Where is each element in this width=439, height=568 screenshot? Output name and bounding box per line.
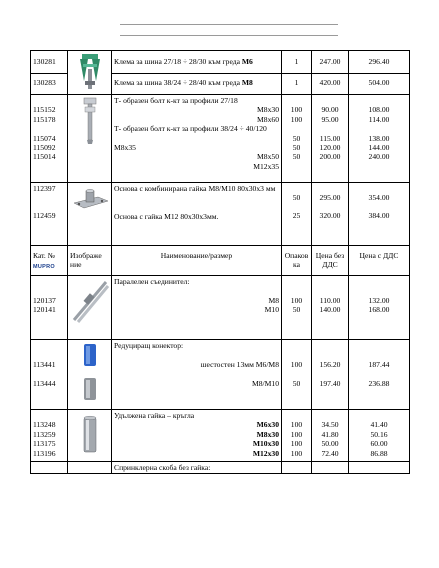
pack-qty	[282, 462, 312, 474]
cat-no-cell: 113248 113259 113175 113196	[31, 410, 68, 462]
pack-qty-cell: 100 50	[282, 276, 312, 340]
table-row	[31, 462, 410, 474]
pack-qty: 1	[282, 74, 312, 95]
long-nut-icon	[68, 410, 112, 462]
price-cell: 34.50 41.80 50.00 72.40	[312, 410, 349, 462]
cat-no	[31, 462, 68, 474]
product-image-tbolt	[68, 95, 112, 183]
pack-qty-cell: 100 50	[282, 340, 312, 410]
price-cell: 295.00 320.00	[312, 183, 349, 246]
table-row	[31, 183, 410, 246]
col-header-image: Изображе ние	[68, 246, 112, 276]
price-vat-cell: 354.00 384.00	[349, 183, 410, 246]
product-image-sprinkler	[68, 462, 112, 474]
pack-qty-cell: 100 100 100 100	[282, 410, 312, 462]
header-rule-top	[120, 24, 338, 25]
product-image-parallel	[68, 276, 112, 340]
cat-no-cell: 115152 115178 115074 115092 115014	[31, 95, 68, 183]
product-name: Клема за шина 27/18 ÷ 28/30 към греда M6	[112, 51, 282, 74]
price-vat-cell: 41.40 50.16 60.00 86.88	[349, 410, 410, 462]
mupro-logo: MUPRO	[33, 264, 55, 271]
price-vat-cell: 187.44 236.88	[349, 340, 410, 410]
product-name-cell: Основа с комбинирана гайка M8/M10 80x30x3 мм Основа с гайка M12 80x30x3мм.	[112, 183, 282, 246]
product-name-cell: Редуциращ конектор: шестостен 13мм M6/M8 M8/M10	[112, 340, 282, 410]
price: 420.00	[312, 74, 349, 95]
product-image-clamp	[68, 51, 112, 95]
base-plate-icon	[68, 183, 112, 217]
parallel-connector-icon	[68, 276, 112, 326]
price-vat: 296.40	[349, 51, 410, 74]
t-bolt-icon	[68, 95, 112, 155]
price-cell: 90.00 95.00 115.00 120.00 200.00	[312, 95, 349, 183]
product-image-reducer	[68, 340, 112, 410]
price-list-table	[30, 50, 410, 474]
product-name: Спринклерна скоба без гайка:	[112, 462, 282, 474]
price	[312, 462, 349, 474]
cat-no: 130281	[31, 51, 68, 74]
cat-no-cell: 112397 112459	[31, 183, 68, 246]
table-row	[31, 95, 410, 183]
header-rule-bottom	[120, 35, 338, 36]
col-header-pack: Опаков ка	[282, 246, 312, 276]
price: 247.00	[312, 51, 349, 74]
price-vat-cell: 132.00 168.00	[349, 276, 410, 340]
pack-qty-cell: 50 25	[282, 183, 312, 246]
product-name-cell: Удължена гайка – кръгла M6x30 M8x30 M10x30 M12x30	[112, 410, 282, 462]
reducer-connector-icon	[68, 340, 112, 410]
product-name-cell: Т- образен болт к-кт за профили 27/18 M8x30 M8x60 Т- образен болт к-кт за профили 38/24 ÷ 40/120 M8x35 M8x50 M12x35	[112, 95, 282, 183]
col-header-name: Наименование/размер	[112, 246, 282, 276]
cat-no-cell: 120137 120141	[31, 276, 68, 340]
pack-qty: 1	[282, 51, 312, 74]
col-header-price-vat: Цена с ДДС	[349, 246, 410, 276]
product-image-longnut	[68, 410, 112, 462]
table-row	[31, 276, 410, 340]
product-name-cell: Паралелен съединител: M8 M10	[112, 276, 282, 340]
table-row	[31, 410, 410, 462]
price-vat-cell: 108.00 114.00 138.00 144.00 240.00	[349, 95, 410, 183]
table-row	[31, 51, 410, 74]
table-row	[31, 340, 410, 410]
price-vat: 504.00	[349, 74, 410, 95]
price-cell: 156.20 197.40	[312, 340, 349, 410]
col-header-price: Цена без ДДС	[312, 246, 349, 276]
table-header-row	[31, 246, 410, 276]
cat-no: 130283	[31, 74, 68, 95]
price-cell: 110.00 140.00	[312, 276, 349, 340]
product-image-base	[68, 183, 112, 246]
rail-clamp-icon	[68, 51, 112, 95]
price-vat	[349, 462, 410, 474]
product-name: Клема за шина 38/24 ÷ 28/40 към греда M8	[112, 74, 282, 95]
cat-no-cell: 113441 113444	[31, 340, 68, 410]
pack-qty-cell: 100 100 50 50 50	[282, 95, 312, 183]
col-header-cat-no: Кат. № MUPRO	[31, 246, 68, 276]
